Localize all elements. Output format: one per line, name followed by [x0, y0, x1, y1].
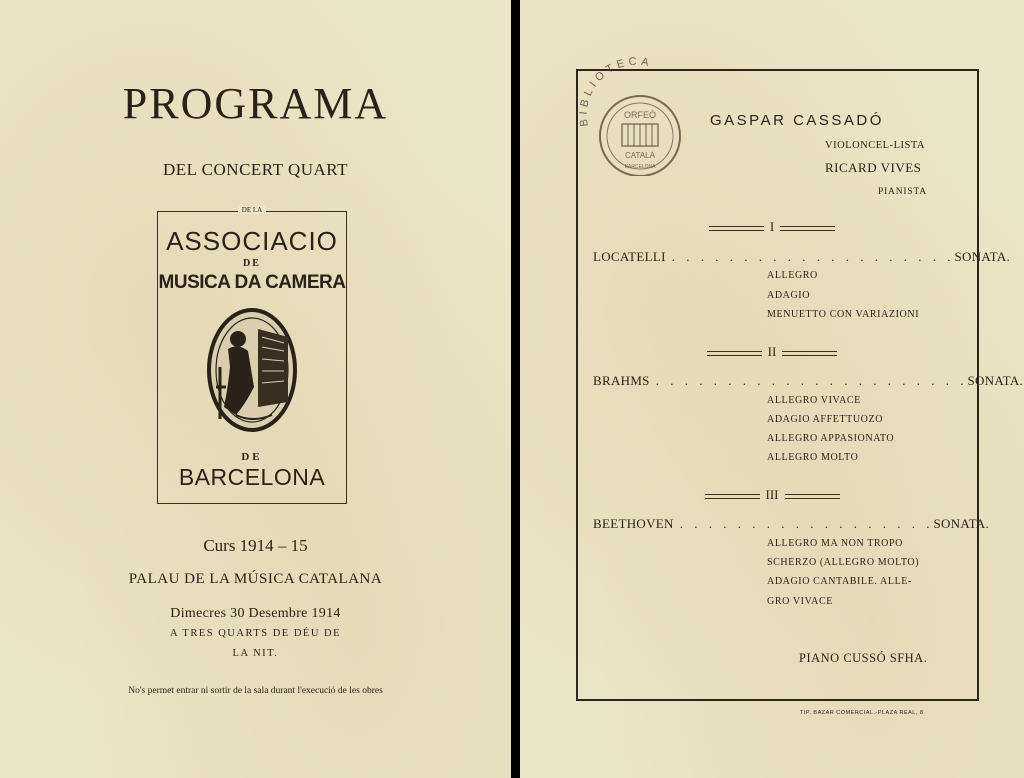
concert-date: Dimecres 30 Desembre 1914 [170, 606, 341, 621]
leader-dots: . . . . . . . . . . . . . . . . . . . . . . [655, 373, 968, 388]
program-subtitle: DEL CONCERT QUART [163, 160, 348, 179]
movement: ALLEGRO [767, 270, 818, 281]
logo-line-barcelona: BARCELONA [178, 464, 326, 490]
performer-cellist: GASPAR CASSADÓ [710, 112, 884, 129]
library-stamp-icon [576, 56, 696, 176]
stamp-city: BARCELONA [624, 164, 656, 170]
right-page-program [520, 0, 1024, 778]
logo-line-musica: MUSICA DA CAMERA [158, 272, 346, 293]
movement: ADAGIO CANTABILE. ALLE- [767, 576, 912, 587]
stamp-inner-top: ORFEÓ [623, 110, 657, 120]
program-title: PROGRAMA [122, 79, 389, 128]
leader-dots: . . . . . . . . . . . . . . . . . . [679, 516, 934, 531]
work-form: SONATA. [933, 516, 990, 531]
work-form: SONATA. [954, 249, 1011, 264]
movement: ADAGIO [767, 290, 811, 301]
printer-credit: TIP. BAZAR COMERCIAL.-PLAZA REAL, 8 [800, 710, 924, 716]
stamp-inner-bottom: CATALÀ [625, 151, 655, 160]
composer-row-1 [593, 249, 1011, 265]
work-form: SONATA. [967, 373, 1024, 388]
entry-notice: No's permet entrar ni sortir de la sala durant l'execució de les obres [128, 686, 383, 696]
stamp-arc-text: BIBLIOTECA [577, 56, 654, 128]
performer-pianist: RICARD VIVES [825, 160, 922, 175]
movement: ALLEGRO MA NON TROPO [767, 538, 903, 549]
movement: SCHERZO (ALLEGRO MOLTO) [767, 557, 920, 568]
logo-line-associacio: ASSOCIACIO [166, 226, 338, 256]
performer-cellist-role: VIOLONCEL-LISTA [825, 140, 925, 151]
course-year: Curs 1914 – 15 [203, 536, 308, 555]
section-heading-2: II [520, 344, 1024, 360]
association-logo [157, 206, 347, 504]
movement: ALLEGRO MOLTO [767, 452, 859, 463]
musician-medallion-icon [206, 307, 298, 433]
movement: ALLEGRO VIVACE [767, 395, 861, 406]
movement: ALLEGRO APPASIONATO [767, 433, 895, 444]
section-heading-1: I [520, 219, 1024, 235]
movement: GRO VIVACE [767, 596, 833, 607]
logo-de-top: DE [243, 258, 261, 269]
performer-pianist-role: PIANISTA [878, 187, 927, 197]
piano-credit: PIANO CUSSÓ SFHA. [799, 651, 928, 665]
left-page-cover [0, 0, 511, 778]
movement: ADAGIO AFFETTUOZO [767, 414, 884, 425]
section-heading-3: III [520, 487, 1024, 503]
composer-name: BEETHOVEN [593, 516, 674, 531]
leader-dots: . . . . . . . . . . . . . . . . . . . . [671, 249, 955, 264]
composer-row-3 [593, 516, 990, 532]
composer-name: BRAHMS [593, 373, 650, 388]
logo-de-la: DE LA [158, 206, 346, 214]
composer-name: LOCATELLI [593, 249, 666, 264]
concert-time-line2: LA NIT. [232, 648, 279, 659]
concert-time-line1: A TRES QUARTS DE DÉU DE [169, 628, 342, 639]
logo-de-bottom: DE [241, 451, 263, 463]
movement: MENUETTO CON VARIAZIONI [767, 309, 920, 320]
composer-row-2 [593, 373, 1024, 389]
venue: PALAU DE LA MÚSICA CATALANA [128, 571, 383, 587]
